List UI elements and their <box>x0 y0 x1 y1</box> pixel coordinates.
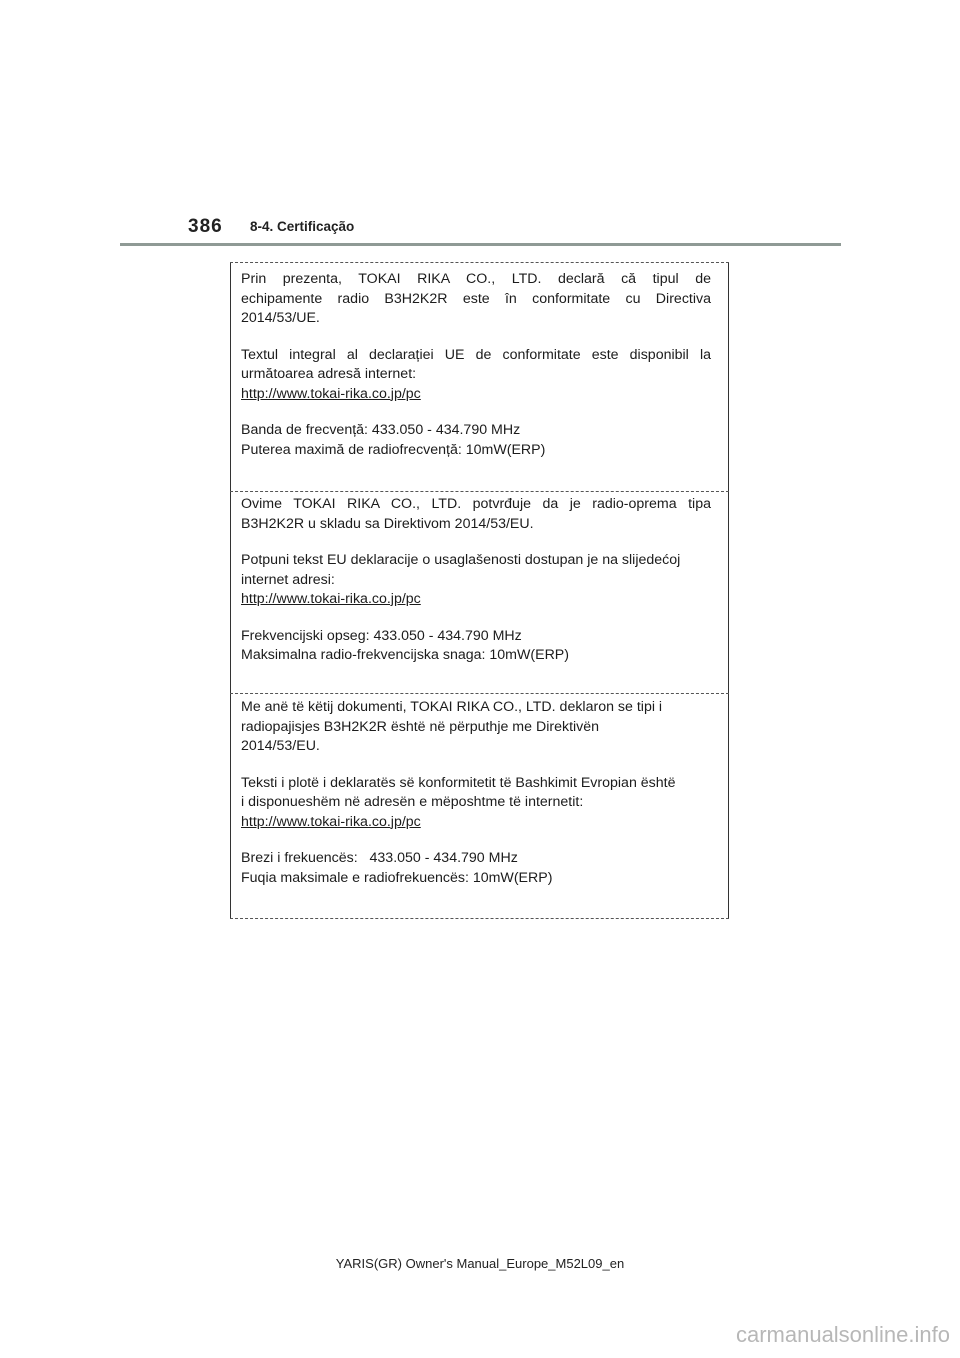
frame-bottom-divider <box>230 918 729 919</box>
declaration-block-albanian <box>241 698 711 888</box>
frame-divider-2 <box>230 693 729 694</box>
declaration-block-romanian <box>241 270 711 460</box>
declaration-line: 2014/53/EU. <box>241 738 320 754</box>
spec-line: Frekvencijski opseg: 433.050 - 434.790 MHz <box>241 627 522 644</box>
declaration-line: 2014/53/UE. <box>241 310 320 326</box>
declaration-line: B3H2K2R u skladu sa Direktivom 2014/53/EU. <box>241 515 534 532</box>
declaration-line: Textul integral al declarației UE de conformitate este disponibil la <box>241 346 711 363</box>
spec-line: Fuqia maksimale e radiofrekuencës: 10mW(ERP) <box>241 869 553 886</box>
footer-manual-id: YARIS(GR) Owner's Manual_Europe_M52L09_en <box>335 1256 625 1271</box>
declaration-line: i disponueshëm në adresën e mëposhtme të internetit: <box>241 794 584 810</box>
declaration-link[interactable]: http://www.tokai-rika.co.jp/pc <box>241 385 421 402</box>
declaration-line: Prin prezenta, TOKAI RIKA CO., LTD. declară că tipul de <box>241 271 711 287</box>
declaration-line: Ovime TOKAI RIKA CO., LTD. potvrđuje da je radio-oprema tipa <box>241 496 711 512</box>
watermark: carmanualsonline.info <box>735 1322 950 1347</box>
declaration-line: Potpuni tekst EU deklaracije o usaglašenosti dostupan je na slijedećoj <box>241 552 681 568</box>
header-rule <box>120 243 841 246</box>
spec-line: Brezi i frekuencës: 433.050 - 434.790 MHz <box>241 850 518 866</box>
declaration-line: Me anë të këtij dokumenti, TOKAI RIKA CO., LTD. deklaron se tipi i <box>241 699 663 715</box>
declaration-link[interactable]: http://www.tokai-rika.co.jp/pc <box>241 813 421 830</box>
spec-line: Maksimalna radio-frekvencijska snaga: 10mW(ERP) <box>241 647 569 663</box>
declaration-line: echipamente radio B3H2K2R este în conformitate cu Directiva <box>241 290 711 307</box>
spec-line: Banda de frecvență: 433.050 - 434.790 MHz <box>241 422 521 438</box>
declaration-line: următoarea adresă internet: <box>241 366 417 382</box>
frame-divider-1 <box>230 491 729 492</box>
declaration-block-serbian <box>241 495 711 666</box>
page-number: 386 <box>188 216 223 237</box>
declaration-link[interactable]: http://www.tokai-rika.co.jp/pc <box>241 591 421 607</box>
spec-line: Puterea maximă de radiofrecvență: 10mW(ERP) <box>241 441 546 458</box>
section-title: 8-4. Certificação <box>250 219 355 234</box>
declaration-line: radiopajisjes B3H2K2R është në përputhje me Direktivën <box>241 718 600 735</box>
declaration-line: internet adresi: <box>241 571 335 588</box>
declaration-line: Teksti i plotë i deklaratës së konformitetit të Bashkimit Evropian është <box>241 774 676 791</box>
frame-top-divider <box>230 262 729 263</box>
